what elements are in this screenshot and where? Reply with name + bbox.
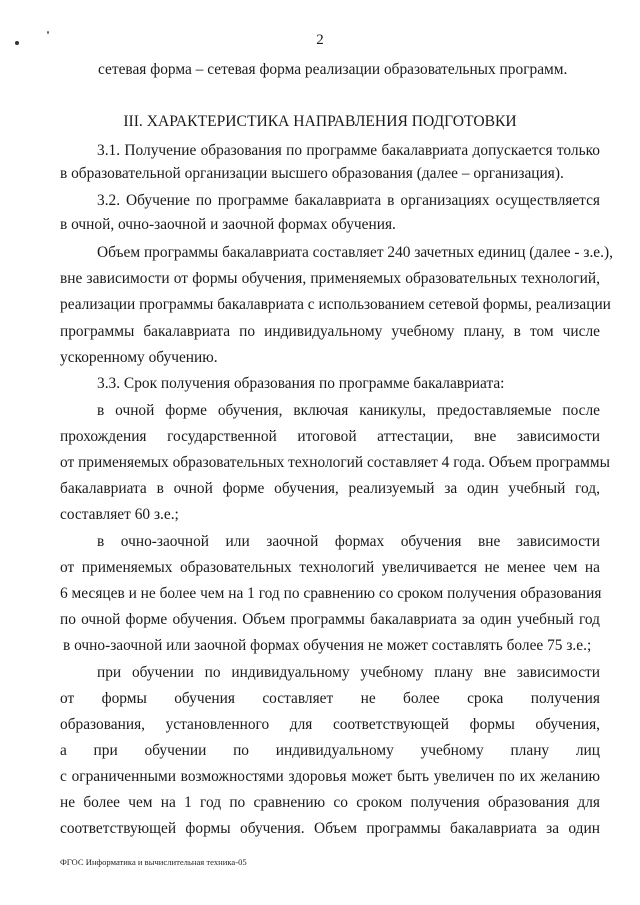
text-line: в очной, очно-заочной и заочной формах обучения. <box>60 216 396 233</box>
text-line: по очной форме обучения. Объем программы бакалавриата за один учебный год <box>60 611 600 628</box>
text-line: в образовательной организации высшего образования (далее – организация). <box>60 165 564 182</box>
text-line: 3.2. Обучение по программе бакалавриата в организациях осуществляется <box>97 192 600 209</box>
text-line: соответствующей формы обучения. Объем программы бакалавриата за один <box>60 820 600 837</box>
text-line: прохождения государственной итоговой аттестации, вне зависимости <box>60 428 600 445</box>
text-line: программы бакалавриата по индивидуальному учебному плану, в том числе <box>60 323 600 340</box>
text-line: в очно-заочной или заочной формах обучения не может составлять более 75 з.е.; <box>63 637 592 654</box>
text-line: от формы обучения составляет не более срока получения <box>60 690 600 707</box>
text-line: вне зависимости от формы обучения, применяемых образовательных технологий, <box>60 270 600 287</box>
text-line: ускоренному обучению. <box>60 349 218 366</box>
text-line: а при обучении по индивидуальному учебному плану лиц <box>60 742 600 759</box>
text-line: с ограниченными возможностями здоровья может быть увеличен по их желанию <box>60 768 600 785</box>
text-line: в очно-заочной или заочной формах обучения вне зависимости <box>97 533 600 550</box>
text-line: при обучении по индивидуальному учебному плану вне зависимости <box>97 664 600 681</box>
text-line: не более чем на 1 год по сравнению со сроком получения образования для <box>60 794 600 811</box>
section-heading: III. ХАРАКТЕРИСТИКА НАПРАВЛЕНИЯ ПОДГОТОВКИ <box>123 113 517 130</box>
text-line: 6 месяцев и не более чем на 1 год по сравнению со сроком получения образования <box>60 585 602 602</box>
text-line: образования, установленного для соответствующей формы обучения, <box>60 716 600 733</box>
page-number: 2 <box>316 32 324 48</box>
text-line: в очной форме обучения, включая каникулы, предоставляемые после <box>97 402 600 419</box>
text-line: от применяемых образовательных технологий составляет 4 года. Объем программы <box>60 454 610 471</box>
text-line: бакалавриата в очной форме обучения, реализуемый за один учебный год, <box>60 480 600 497</box>
text-line: сетевая форма – сетевая форма реализации образовательных программ. <box>98 61 568 78</box>
text-line: реализации программы бакалавриата с использованием сетевой формы, реализации <box>60 296 611 313</box>
text-line: Объем программы бакалавриата составляет 240 зачетных единиц (далее - з.е.), <box>97 244 613 261</box>
text-line: 3.3. Срок получения образования по программе бакалавриата: <box>97 375 505 392</box>
text-line: от применяемых образовательных технологий увеличивается не менее чем на <box>60 559 600 576</box>
document-footer: ФГОС Информатика и вычислительная техника-05 <box>60 857 247 867</box>
text-line: 3.1. Получение образования по программе бакалавриата допускается только <box>97 142 600 159</box>
text-line: составляет 60 з.е.; <box>60 506 179 523</box>
